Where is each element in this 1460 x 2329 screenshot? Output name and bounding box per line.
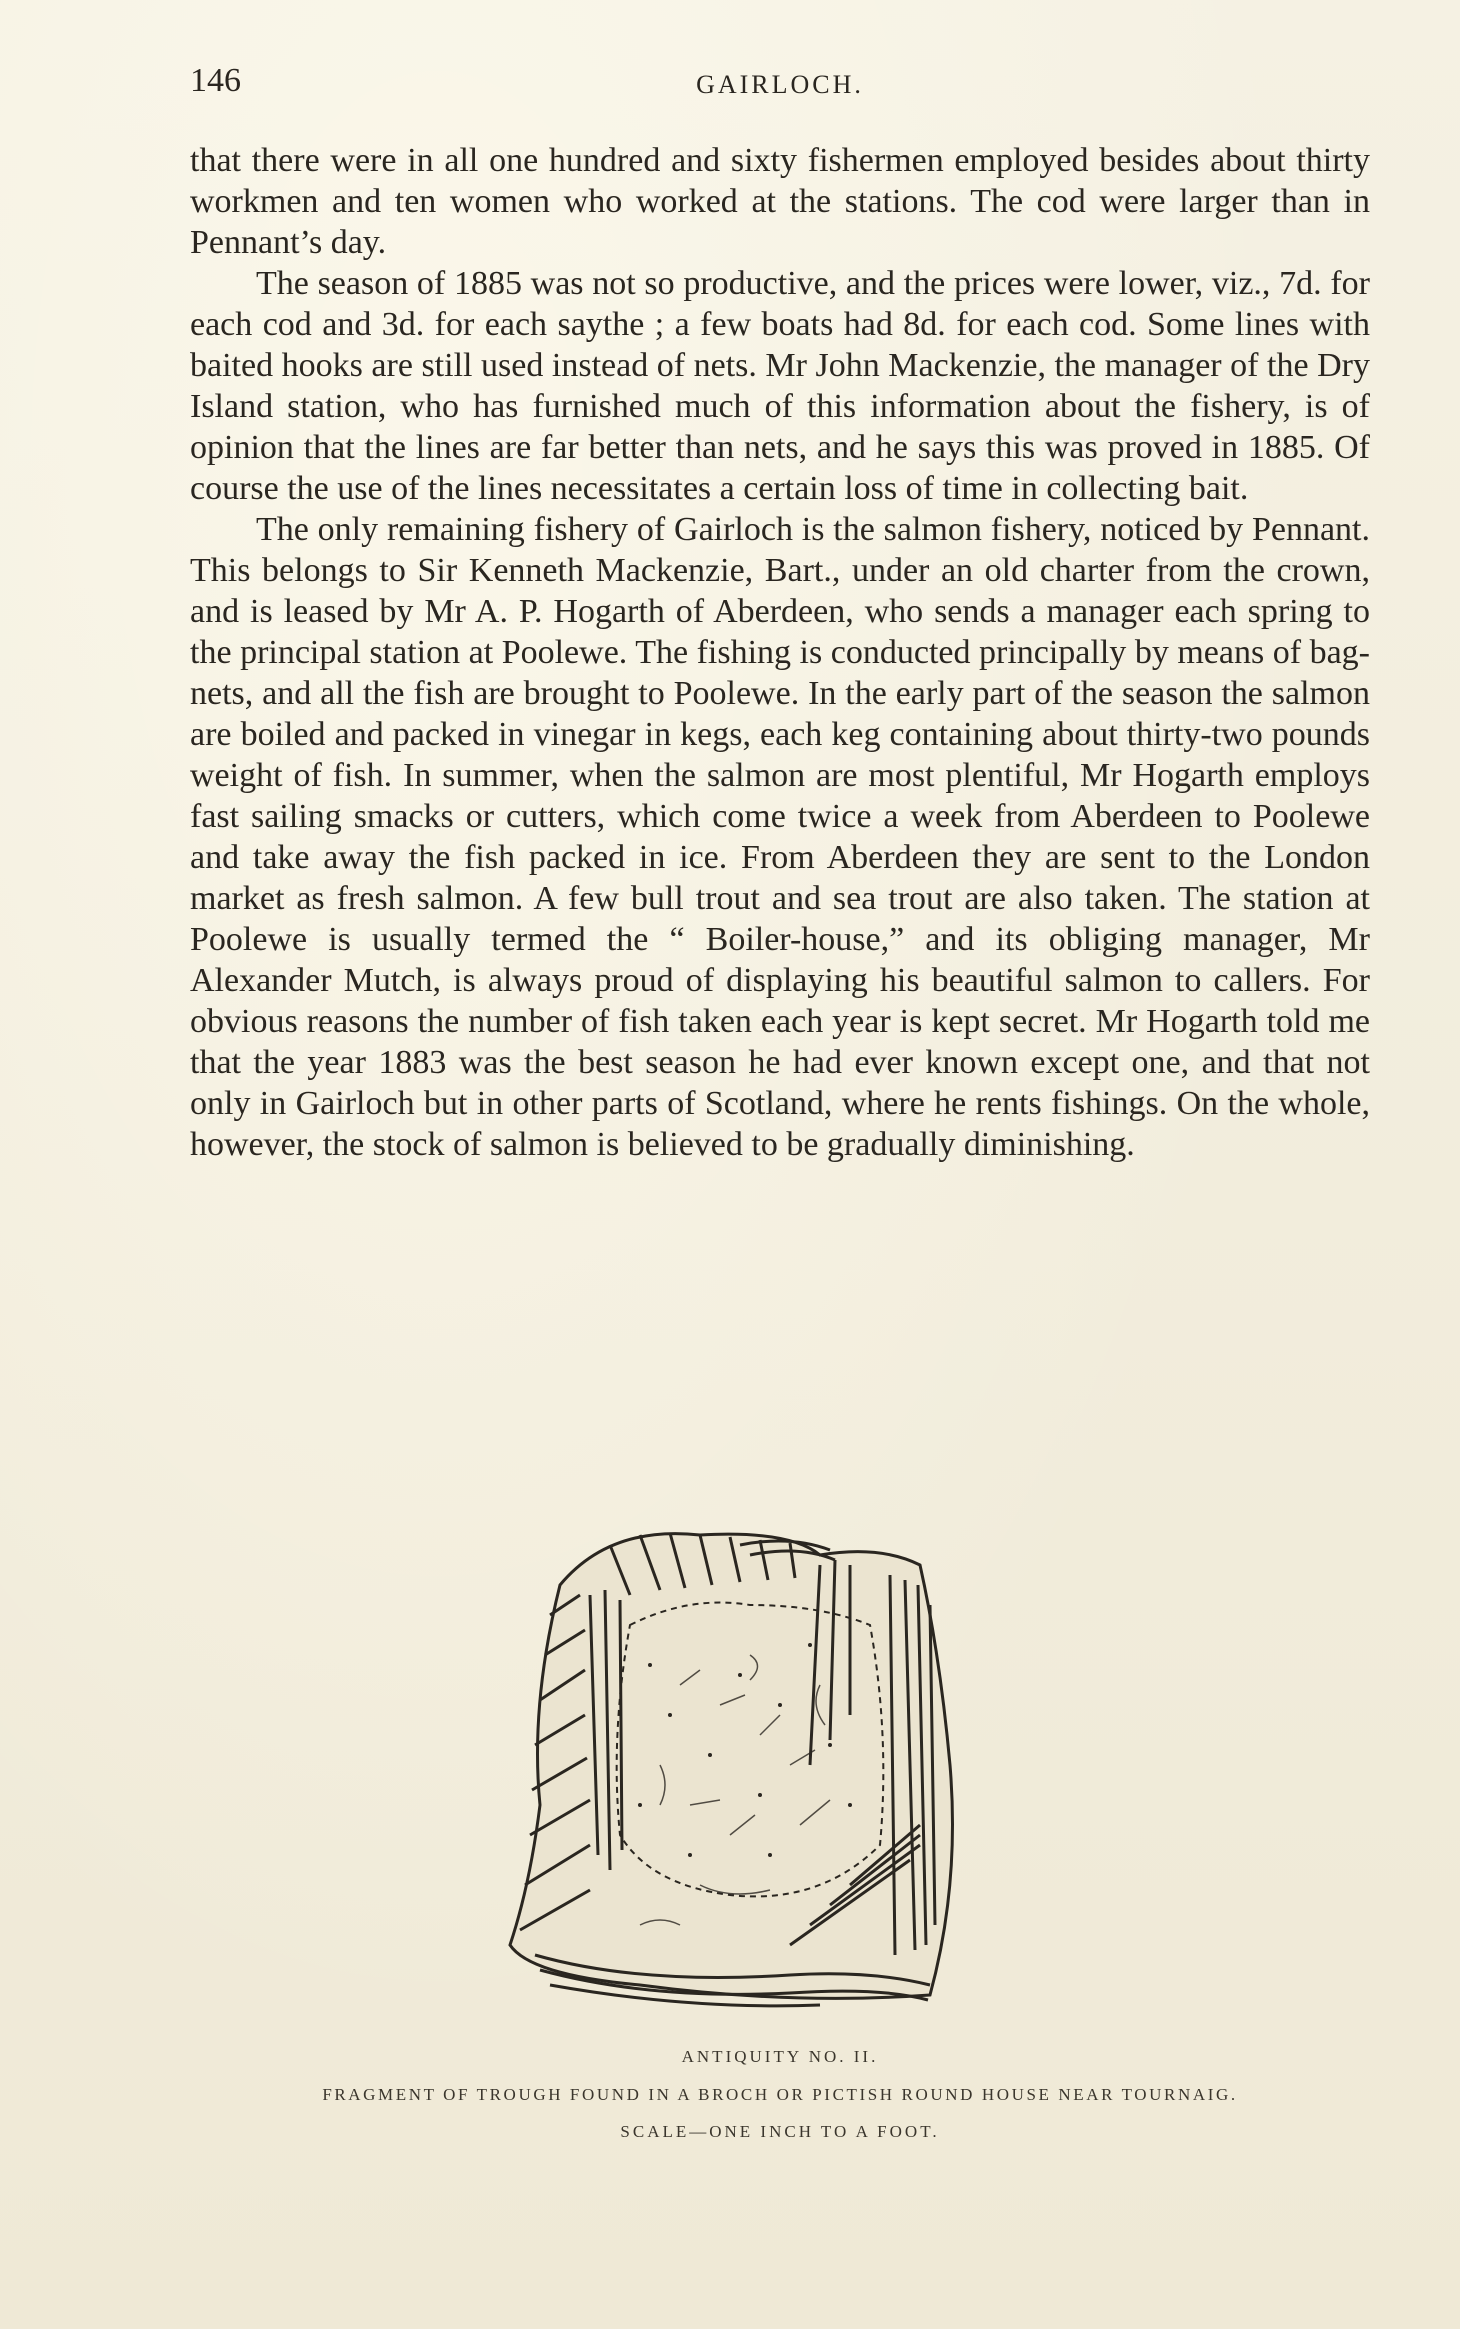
trough-fragment-drawing (490, 1505, 1030, 2025)
figure-caption-title: ANTIQUITY NO. II. (681, 2047, 879, 2066)
trough-fragment-illustration (490, 1505, 1030, 2025)
paragraph-3: The only remaining fishery of Gairloch is the salmon fishery, noticed by Pennant. This belongs to Sir Kenneth Mackenzie, Bart., under an old charter from the crown, and is leased by Mr A. P. Hogarth of Aberdeen, who sends a manager each spring to the principal station at Poolewe. The fishing is conducted principally by means of bag-nets, and all the fish are brought to Poolewe. In the early part of the season the salmon are boiled and packed in vinegar in kegs, each keg containing about thirty-two pounds weight of fish. In summer, when the salmon are most plentiful, Mr Hogarth employs fast sailing smacks or cutters, which come twice a week from Aberdeen to Poolewe and take away the fish packed in ice. From Aberdeen they are sent to the London market as fresh salmon. A few bull trout and sea trout are also taken. The station at Poolewe is usually termed the “ Boiler-house,” and its obliging manager, Mr Alexander Mutch, is always proud of displaying his beautiful salmon to callers. For obvious reasons the number of fish taken each year is kept secret. Mr Hogarth told me that the year 1883 was the best season he had ever known except one, and that not only in Gairloch but in other parts of Scotland, where he rents fishings. On the whole, however, the stock of salmon is believed to be gradually diminishing. (190, 511, 1370, 1163)
running-head (190, 62, 1370, 102)
running-title: GAIRLOCH. (696, 70, 864, 99)
page-number: 146 (190, 62, 241, 99)
body-text (190, 140, 1370, 1165)
paragraph-2: The season of 1885 was not so productive, and the prices were lower, viz., 7d. for each cod and 3d. for each saythe ; a few boats had 8d. for each cod. Some lines with baited hooks are still used instead of nets. Mr John Mackenzie, the manager of the Dry Island station, who has furnished much of this information about the fishery, is of opinion that the lines are far better than nets, and he says this was proved in 1885. Of course the use of the lines necessitates a certain loss of time in collecting bait. (190, 265, 1370, 507)
paragraph-1: that there were in all one hundred and sixty fishermen employed besides about thirty workmen and ten women who worked at the stations. The cod were larger than in Pennant’s day. (190, 142, 1370, 261)
figure-caption-scale: SCALE—ONE INCH TO A FOOT. (620, 2122, 940, 2141)
figure-caption-description: FRAGMENT OF TROUGH FOUND IN A BROCH OR PICTISH ROUND HOUSE NEAR TOURNAIG. (322, 2085, 1238, 2104)
